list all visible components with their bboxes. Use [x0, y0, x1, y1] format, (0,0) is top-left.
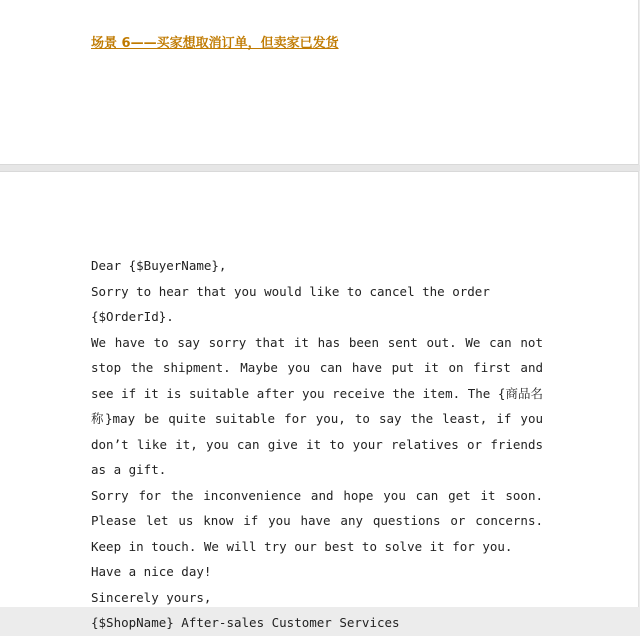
- document-page-top: [0, 0, 639, 165]
- letter-signature: {$ShopName} After-sales Customer Services: [91, 615, 400, 630]
- letter-paragraph-1: Sorry to hear that you would like to cancel the order {$OrderId}.: [91, 283, 490, 324]
- document-page-bottom: [0, 171, 639, 630]
- scenario-heading-link[interactable]: 场景 6——买家想取消订单，但卖家已发货: [91, 36, 339, 51]
- letter-body: [91, 253, 543, 636]
- letter-paragraph-2: We have to say sorry that it has been sent out. We can not stop the shipment. Maybe you can have put it on first and see if it is suitable after you receive the item. The {商品名称}may be quite suitable for you, to say the least, if you don’t like it, you can give it to your relatives or friends as a gift.: [91, 334, 543, 477]
- letter-greeting: Dear {$BuyerName},: [91, 258, 227, 273]
- letter-paragraph-3: Sorry for the inconvenience and hope you can get it soon. Please let us know if you have any questions or concerns. Keep in touch. We will try our best to solve it for you.: [91, 487, 543, 554]
- letter-paragraph-4: Have a nice day!: [91, 564, 212, 579]
- letter-closing: Sincerely yours,: [91, 589, 212, 605]
